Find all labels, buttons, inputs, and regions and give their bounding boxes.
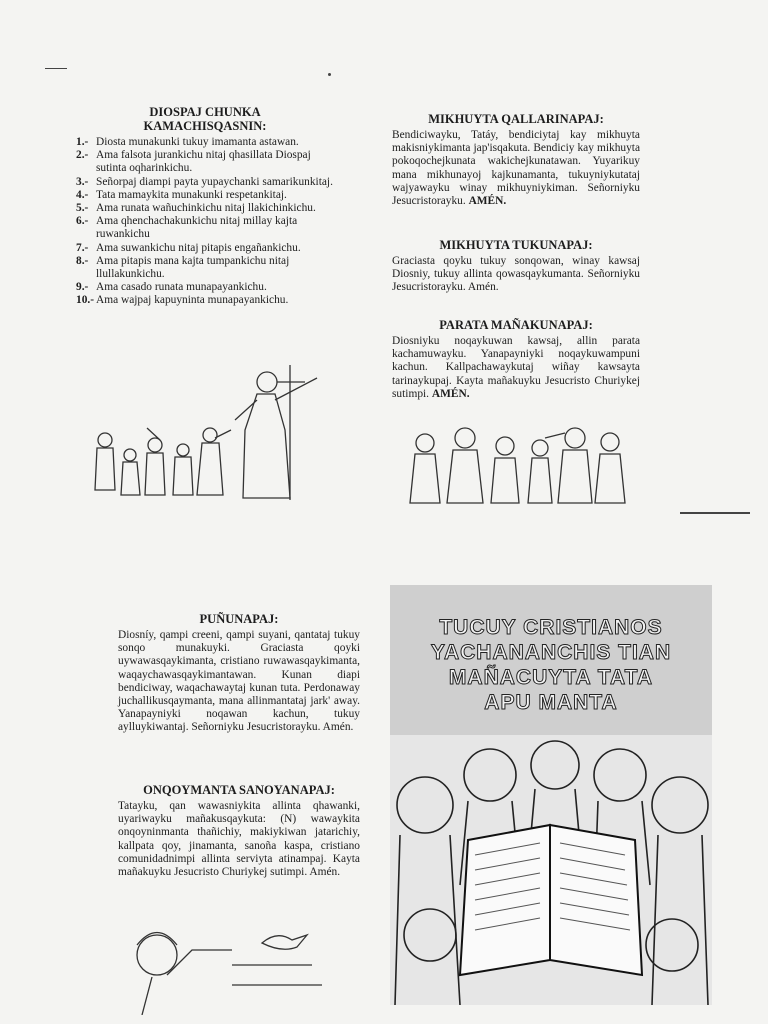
commandments-panel <box>76 105 334 308</box>
commandment-text: Ama wajpaj kapuyninta munapayankichu. <box>96 294 289 307</box>
commandment-text: Ama falsota jurankichu nitaj qhasillata Diospaj sutinta oqharinkichu. <box>96 149 311 175</box>
commandment-item <box>76 215 334 241</box>
scan-mark <box>45 68 67 69</box>
meal-start-title: MIKHUYTA QALLARINAPAJ: <box>428 112 604 126</box>
scan-mark <box>328 73 331 76</box>
scan-mark <box>680 512 750 514</box>
commandment-item <box>76 294 334 307</box>
meal-end-text: Graciasta qoyku tukuy sonqowan, winay kawsaj Diosniy, tukuy allinta qowasqaykumanta. Señorniyku Jesucristorayku. Amén. <box>392 255 640 294</box>
child-bird-illustration <box>112 915 342 1015</box>
commandment-item <box>76 189 334 202</box>
commandments-list <box>76 136 334 308</box>
commandment-number: 2.- <box>76 149 89 162</box>
commandment-text: Ama pitapis mana kajta tumpankichu nitaj llullakunkichu. <box>96 254 290 281</box>
meal-end-panel <box>392 238 640 295</box>
commandment-text: Ama casado runata munapayankichu. <box>96 281 267 294</box>
crowd-cross-illustration <box>85 360 335 505</box>
commandment-number: 4.- <box>76 188 89 201</box>
commandment-text: Ama runata wañuchinkichu nitaj llakichinkichu. <box>96 202 316 215</box>
commandment-number: 1.- <box>76 136 89 148</box>
cover-title: TUCUY CRISTIANOS YACHANANCHIS TIAN MAÑACUYTA TATA APU MANTA <box>430 616 672 714</box>
sleep-panel <box>118 612 360 735</box>
commandment-item <box>76 255 334 281</box>
commandment-number: 6.- <box>76 215 89 228</box>
rain-text: Diosniyku noqaykuwan kawsaj, allin parata kachamuwayku. Yanapayniyki noqaykuwampuni kachun. Kallpachawaykutaj wiñay kawsayta tarinaykupaj. Kayta mañakuyku Jesucristo Churiykej sutimpi. AMÉN. <box>392 335 640 400</box>
commandment-item <box>76 136 334 149</box>
commandment-number: 7.- <box>76 241 89 254</box>
commandment-text: Ama qhenchachakunkichu nitaj millay kajta ruwankichu <box>96 215 298 241</box>
rain-title: PARATA MAÑAKUNAPAJ: <box>439 318 593 332</box>
commandment-text: Ama suwankichu nitaj pitapis engañankichu. <box>96 241 301 254</box>
commandment-item <box>76 202 334 215</box>
people-group-illustration <box>395 418 640 506</box>
commandment-item <box>76 176 334 189</box>
sleep-text: Diosníy, qampi creeni, qampi suyani, qantataj tukuy sonqo munakuyki. Graciasta qoyki uywawasqaykimanta, cristiano ruwawasqaykimanta, waqaychawasqaykimantawan. Kunan diapi bendiciway, waqachawaytaj kunan tuta. Perdonaway juchallikusqaymanta, mana allinmantataj jark' away. Yanapayniyki noqawan kachun, tukuy aylluykiwantaj. Señorniyku Jesucristorayku. Amén. <box>118 629 360 734</box>
cover-panel <box>390 585 712 1005</box>
meal-start-text: Bendiciwayku, Tatáy, bendiciytaj kay mikhuyta makisniykimanta jap'isqakuta. Bendiciy kay mikhuyta pokoqochejkunata wakichejkunatawan. Yuyarikuy mana mikhunayoj kajkunamanta, tukuyniykutataj wajyawayku winay mikhuyniykiman. Señorniyku Jesucristorayku. AMÉN. <box>392 129 640 208</box>
illness-title: ONQOYMANTA SANOYANAPAJ: <box>143 783 335 797</box>
commandment-number: 8.- <box>76 254 89 267</box>
commandment-number: 10.- <box>76 294 95 307</box>
sleep-title: PUÑUNAPAJ: <box>199 612 279 626</box>
commandment-number: 9.- <box>76 281 89 294</box>
illness-text: Tatayku, qan wawasniykita allinta qhawanki, uyariwayku mañakusqaykuta: (N) wawaykita onqoyninmanta thañichiy, makiykiwan jatarichiy, kallpata qoy, jinamanta, sanoña kaspa, cristiano comunidadnimpi allinta serviyta atinampaj. Kayta mañakuyku Jesucristo Churiykej sutimpi. Amén. <box>118 800 360 879</box>
commandment-item <box>76 281 334 294</box>
commandment-text: Señorpaj diampi payta yupaychanki samarikunkitaj. <box>96 175 333 188</box>
illness-panel <box>118 783 360 879</box>
meal-end-title: MIKHUYTA TUKUNAPAJ: <box>439 238 593 252</box>
commandment-item <box>76 242 334 255</box>
commandment-number: 5.- <box>76 202 89 215</box>
commandment-text: Tata mamaykita munakunki respetankitaj. <box>96 188 287 201</box>
bible-crowd-illustration <box>390 735 712 1005</box>
meal-start-panel <box>392 112 640 208</box>
rain-panel <box>392 318 640 401</box>
commandment-number: 3.- <box>76 175 89 188</box>
commandment-item <box>76 149 334 175</box>
commandments-title: DIOSPAJ CHUNKA KAMACHISQASNIN: <box>143 105 267 133</box>
commandment-text: Diosta munakunki tukuy imamanta astawan. <box>96 136 299 148</box>
